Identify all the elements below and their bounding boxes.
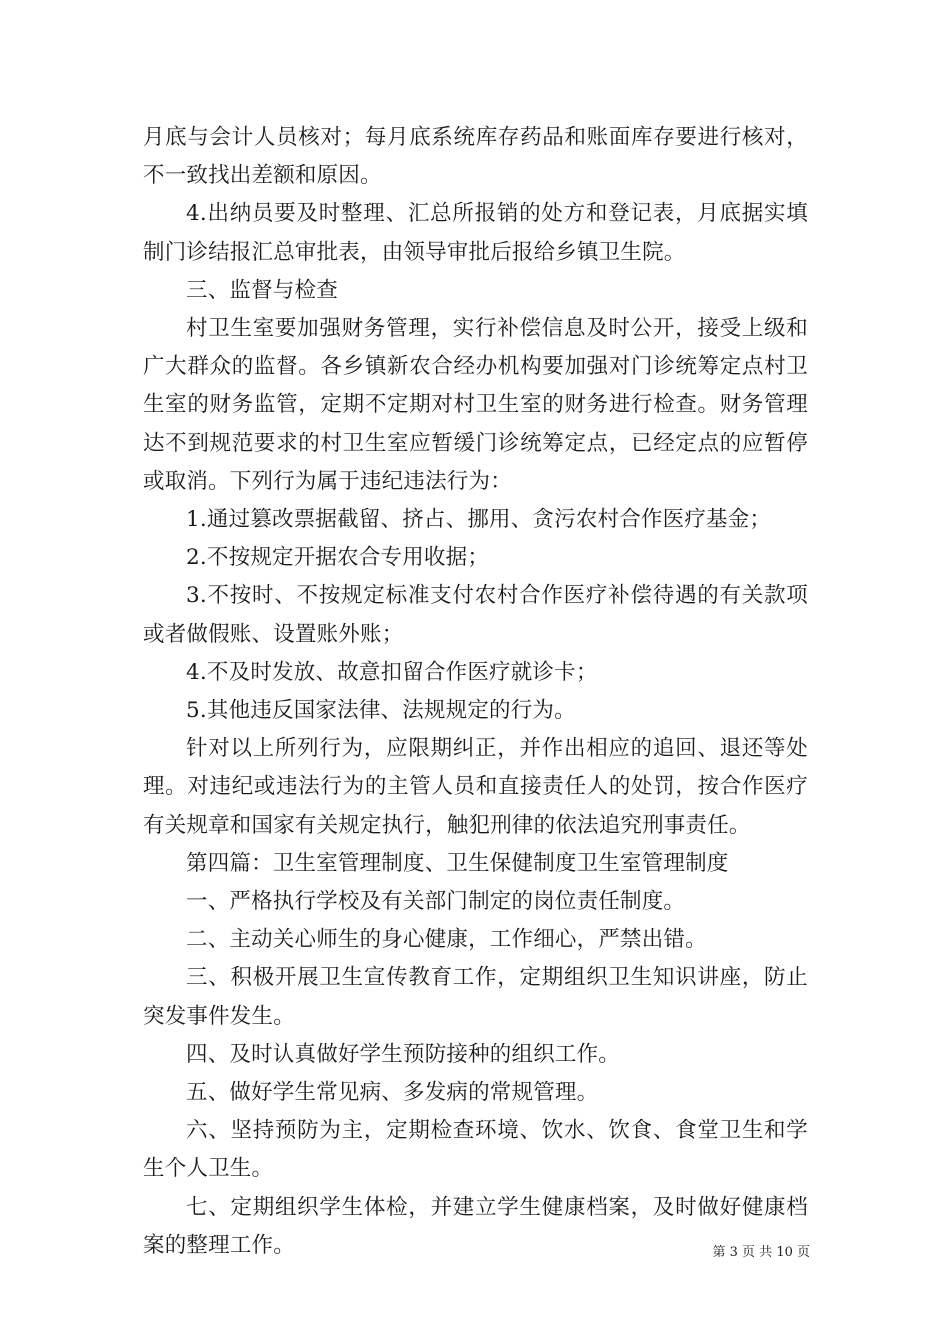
list-item-5: 5.其他违反国家法律、法规规定的行为。 <box>186 698 576 724</box>
page-number-footer: 第 3 页 共 10 页 <box>712 1245 810 1260</box>
rule-item-5: 五、做好学生常见病、多发病的常规管理。 <box>186 1080 599 1106</box>
list-item-2: 2.不按规定开据农合专用收据； <box>186 545 490 571</box>
rule-item-7: 七、定期组织学生体检，并建立学生健康档案，及时做好健康档案的整理工作。 <box>143 1194 808 1258</box>
paragraph-1: 月底与会计人员核对；每月底系统库存药品和账面库存要进行核对，不一致找出差额和原因。 <box>143 125 808 189</box>
rule-item-1: 一、严格执行学校及有关部门制定的岗位责任制度。 <box>186 889 686 915</box>
chapter-heading-four: 第四篇：卫生室管理制度、卫生保健制度卫生室管理制度 <box>186 850 729 876</box>
paragraph-10: 针对以上所列行为，应限期纠正，并作出相应的追回、退还等处理。对违纪或违法行为的主管人员和直接责任人的处罚，按合作医疗有关规章和国家有关规定执行，触犯刑律的依法追究刑事责任。 <box>143 736 808 838</box>
rule-item-3: 三、积极开展卫生宣传教育工作，定期组织卫生知识讲座，防止突发事件发生。 <box>143 965 808 1029</box>
rule-item-2: 二、主动关心师生的身心健康，工作细心，严禁出错。 <box>186 927 707 953</box>
list-item-1: 1.通过篡改票据截留、挤占、挪用、贪污农村合作医疗基金； <box>186 507 772 533</box>
list-item-3: 3.不按时、不按规定标准支付农村合作医疗补偿待遇的有关款项或者做假账、设置账外账； <box>143 583 808 647</box>
document-body <box>143 119 808 1265</box>
paragraph-2: 4.出纳员要及时整理、汇总所报销的处方和登记表，月底据实填制门诊结报汇总审批表，由领导审批后报给乡镇卫生院。 <box>143 201 808 265</box>
rule-item-6: 六、坚持预防为主，定期检查环境、饮水、饮食、食堂卫生和学生个人卫生。 <box>143 1118 808 1182</box>
rule-item-4: 四、及时认真做好学生预防接种的组织工作。 <box>186 1041 621 1067</box>
section-heading-supervision: 三、监督与检查 <box>186 277 338 303</box>
list-item-4: 4.不及时发放、故意扣留合作医疗就诊卡； <box>186 659 598 685</box>
paragraph-4: 村卫生室要加强财务管理，实行补偿信息及时公开，接受上级和广大群众的监督。各乡镇新农合经办机构要加强对门诊统筹定点村卫生室的财务监管，定期不定期对村卫生室的财务进行检查。财务管理达不到规范要求的村卫生室应暂缓门诊统筹定点，已经定点的应暂停或取消。下列行为属于违纪违法行为： <box>143 316 808 494</box>
